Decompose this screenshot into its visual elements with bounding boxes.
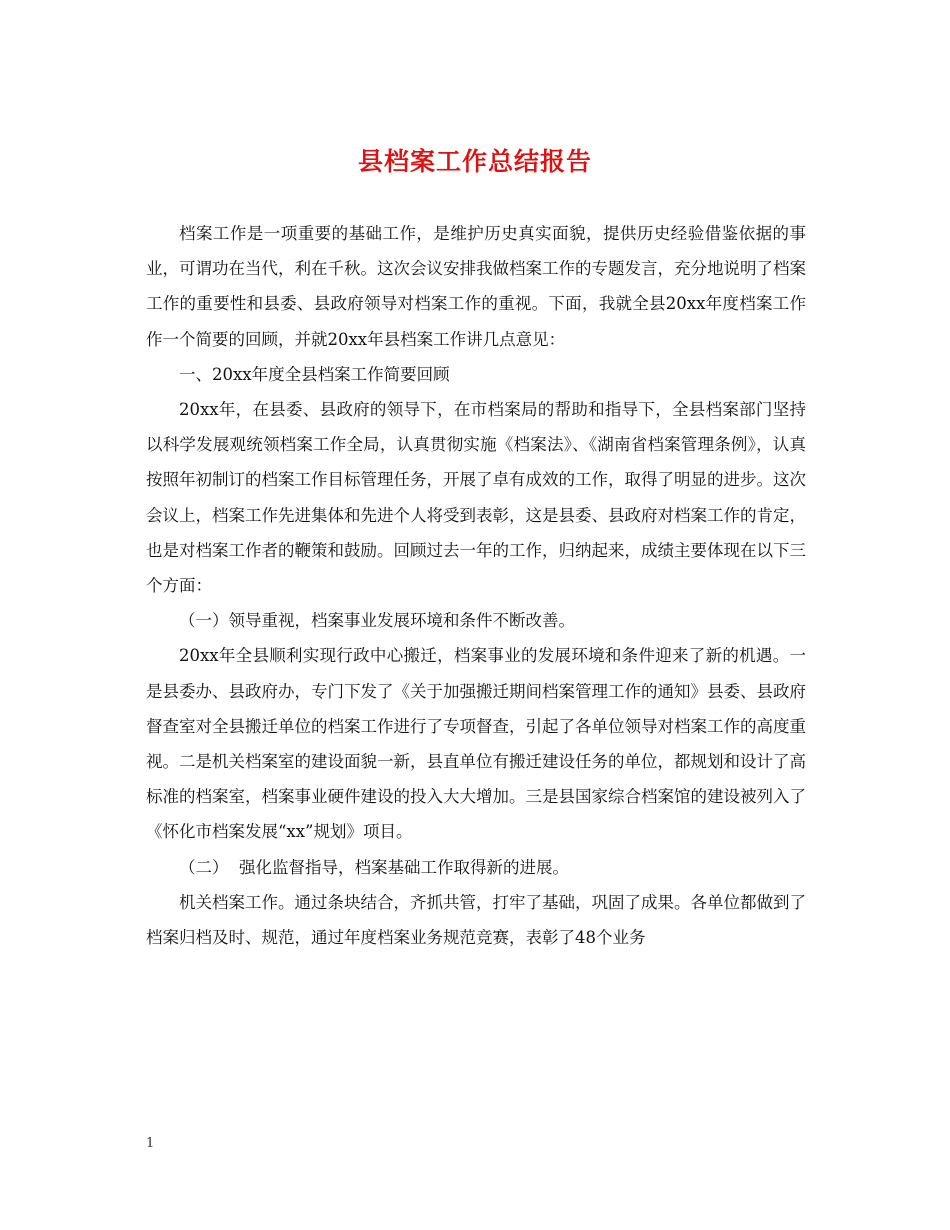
paragraph-intro: 档案工作是一项重要的基础工作，是维护历史真实面貌，提供历史经验借鉴依据的事业，可谓功在当代，利在千秋。这次会议安排我做档案工作的专题发言，充分地说明了档案工作的重要性和县委、县政府领导对档案工作的重视。下面，我就全县20xx年度档案工作作一个简要的回顾，并就20xx年县档案工作讲几点意见：: [146, 224, 806, 349]
document-title: 县档案工作总结报告: [357, 147, 592, 176]
document-body: [146, 216, 806, 955]
subsection-heading-1: （一）领导重视，档案事业发展环境和条件不断改善。: [179, 611, 575, 631]
section-heading-1: 一、20xx年度全县档案工作简要回顾: [179, 364, 450, 384]
paragraph-agency-archives: 机关档案工作。通过条块结合，齐抓共管，打牢了基础，巩固了成果。各单位都做到了档案归档及时、规范，通过年度档案业务规范竞赛，表彰了48个业务: [146, 892, 806, 948]
page-number: 1: [146, 1136, 155, 1151]
paragraph-relocation: 20xx年全县顺利实现行政中心搬迁，档案事业的发展环境和条件迎来了新的机遇。一是县委办、县政府办，专门下发了《关于加强搬迁期间档案管理工作的通知》县委、县政府督查室对全县搬迁单位的档案工作进行了专项督查，引起了各单位领导对档案工作的高度重视。二是机关档案室的建设面貌一新，县直单位有搬迁建设任务的单位，都规划和设计了高标准的档案室，档案事业硬件建设的投入大大增加。三是县国家综合档案馆的建设被列入了《怀化市档案发展“xx”规划》项目。: [146, 646, 806, 842]
subsection-heading-2: （二） 强化监督指导，档案基础工作取得新的进展。: [179, 857, 569, 877]
paragraph-overview: 20xx年，在县委、县政府的领导下，在市档案局的帮助和指导下，全县档案部门坚持以科学发展观统领档案工作全局，认真贯彻实施《档案法》、《湖南省档案管理条例》，认真按照年初制订的档案工作目标管理任务，开展了卓有成效的工作，取得了明显的进步。这次会议上，档案工作先进集体和先进个人将受到表彰，这是县委、县政府对档案工作的肯定，也是对档案工作者的鞭策和鼓励。回顾过去一年的工作，归纳起来，成绩主要体现在以下三个方面：: [146, 400, 806, 596]
